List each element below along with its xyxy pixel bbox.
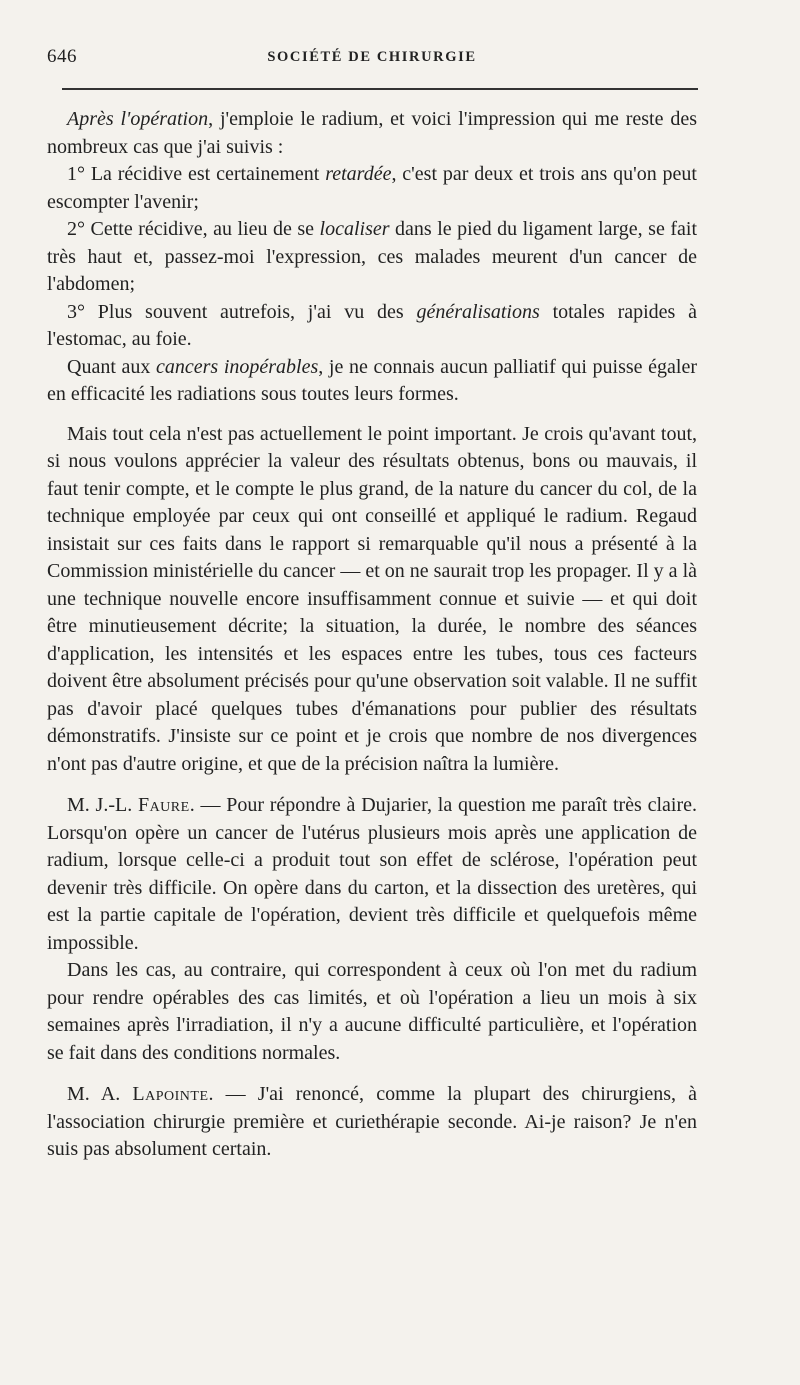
- page-header: [47, 46, 697, 74]
- paragraph-technique: Mais tout cela n'est pas actuellement le point important. Je crois qu'avant tout, si nous voulons apprécier la valeur des résultats obtenus, bons ou mauvais, il faut tenir compte, et le compte le plus grand, de la nature du cancer du col, de la technique employée par ceux qui ont conseillé et appliqué le radium. Regaud insistait sur ces faits dans le rapport si remarquable qu'il nous a présenté à la Commission ministérielle du cancer — et on ne saurait trop les propager. Il y a là une technique nouvelle encore insuffisamment connue et suivie — et qui doit être minutieusement décrite; la situation, la durée, le nombre des séances d'application, les intensités et les espaces entre les tubes, tous ces facteurs doivent être absolument précisés pour qu'une observation soit valable. Il ne suffit pas d'avoir placé quelques tubes d'émanations pour publier des résultats démonstratifs. J'insiste sur ce point et je crois que nombre de nos divergences n'ont pas d'autre origine, et que de la précision naîtra la lumière.: [47, 422, 697, 775]
- text-span: totales rapides à l'estomac, au foie.: [47, 300, 697, 350]
- header-rule: [62, 88, 698, 90]
- paragraph-faure: [47, 792, 697, 957]
- text-span: dans le pied du ligament large, se fait très haut et, passez-moi l'expression, ces malades meurent d'un cancer de l'abdomen;: [47, 218, 697, 295]
- emphasis: cancers inopérables: [156, 355, 319, 378]
- text-span: . — J'ai renoncé, comme la plupart des chirurgiens, à l'association chirurgie première et curiethérapie seconde. Ai-je raison? Je n'en suis pas absolument certain.: [47, 1083, 697, 1160]
- text-span: 2° Cette récidive, au lieu de se: [67, 218, 320, 240]
- text-span: . — Pour répondre à Dujarier, la question me paraît très claire. Lorsqu'on opère un cancer de l'utérus plusieurs mois après une application de radium, lorsque celle-ci a produit tout son effet de sclérose, l'opération peut devenir très difficile. On opère dans du carton, et la dissection des uretères, qui est la partie capitale de l'opération, devient très difficile et quelquefois même impossible.: [47, 794, 697, 954]
- paragraph-lapointe: [47, 1081, 697, 1164]
- body-text: [47, 106, 697, 1164]
- text-span: Quant aux: [67, 355, 156, 378]
- emphasis: localiser: [319, 218, 390, 240]
- paragraph-gap: [47, 409, 697, 421]
- running-title: SOCIÉTÉ DE CHIRURGIE: [267, 49, 477, 65]
- text-span: 3° Plus souvent autrefois, j'ai vu des: [67, 300, 417, 323]
- emphasis: Après l'opération: [67, 108, 209, 130]
- paragraph-after-operation: [47, 106, 697, 161]
- paragraph-point-3: [47, 299, 697, 354]
- page-number: 646: [47, 46, 77, 67]
- speaker-prefix: M. A.: [67, 1083, 133, 1105]
- text-span: , c'est par deux et trois ans qu'on peut escompter l'avenir;: [47, 163, 697, 213]
- speaker-prefix: M. J.-L.: [67, 794, 138, 816]
- paragraph-inoperable-cancers: [47, 354, 697, 409]
- speaker-name: Faure: [137, 794, 190, 816]
- paragraph-gap: [47, 778, 697, 792]
- speaker-name: Lapointe: [132, 1083, 209, 1105]
- paragraph-point-2: [47, 216, 697, 299]
- emphasis: généralisations: [416, 300, 540, 323]
- paragraph-point-1: [47, 161, 697, 216]
- text-span: , je ne connais aucun palliatif qui puisse égaler en efficacité les radiations sous toutes leurs formes.: [47, 355, 697, 405]
- paragraph-limited-cases: Dans les cas, au contraire, qui correspondent à ceux où l'on met du radium pour rendre opérables des cas limités, et où l'opération a lieu un mois à six semaines après l'irradiation, il n'y a aucune difficulté particulière, et l'opération se fait dans des conditions normales.: [47, 959, 697, 1064]
- text-span: 1° La récidive est certainement: [67, 163, 326, 185]
- text-span: , j'emploie le radium, et voici l'impression qui me reste des nombreux cas que j'ai suivis :: [47, 108, 697, 158]
- emphasis: retardée: [325, 163, 392, 185]
- paragraph-gap: [47, 1067, 697, 1081]
